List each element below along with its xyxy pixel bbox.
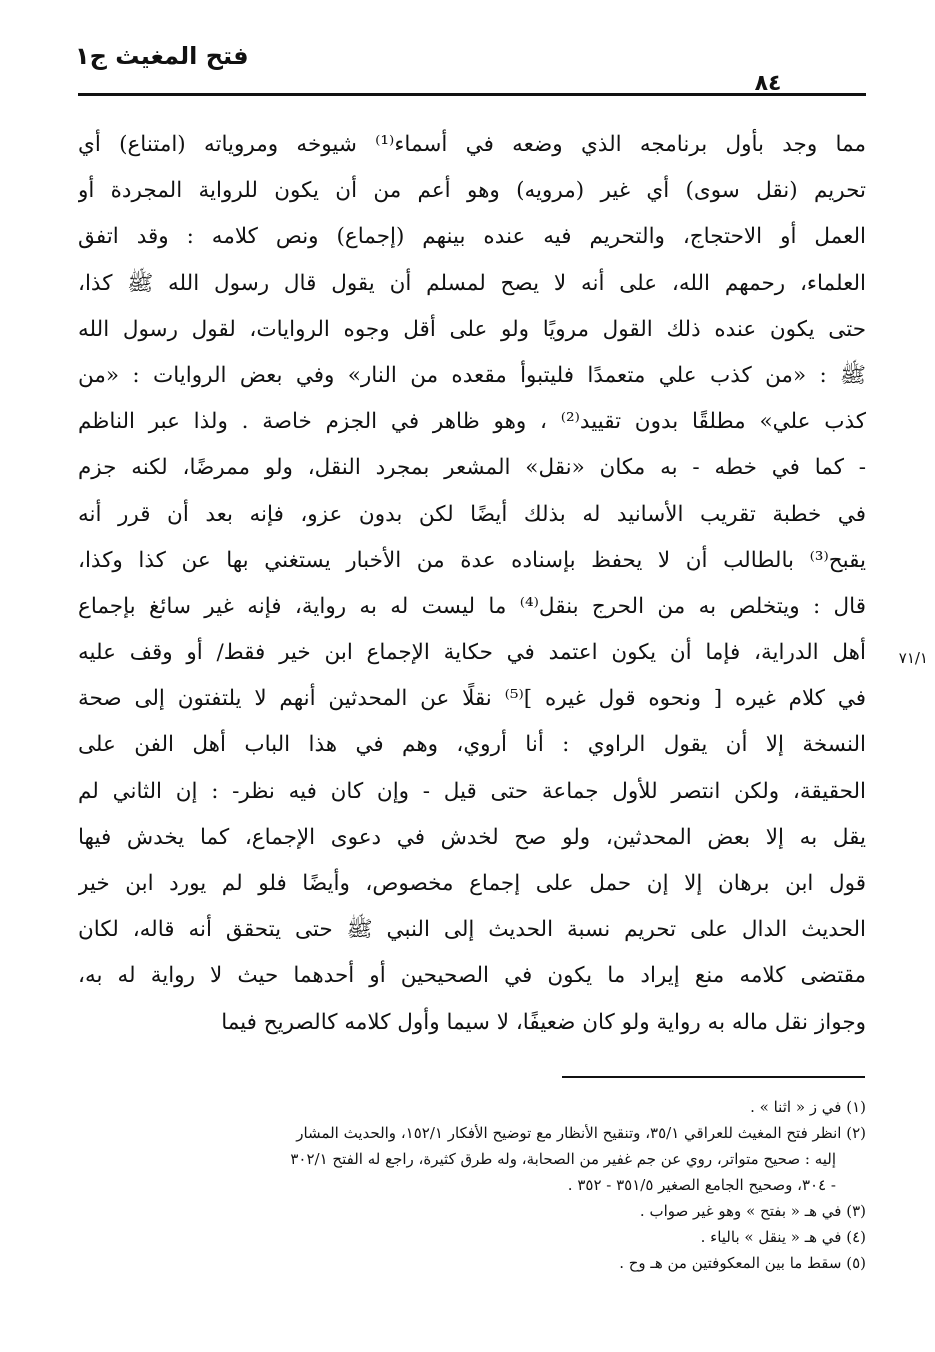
text-line: يقبح⁽³⁾ بالطالب أن لا يحفظ بإسناده عدة من الأخبار يستغني بها عن كذا وكذا، bbox=[78, 547, 866, 573]
footnote: (٣) في هـ « بفتح » وهو غير صواب . bbox=[639, 1202, 866, 1220]
text-line: كذب علي» مطلقًا بدون تقييد⁽²⁾ ، وهو ظاهر في الجزم خاصة . ولذا عبر الناظم bbox=[78, 409, 866, 435]
footnote: (٤) في هـ « ينقل » بالياء . bbox=[700, 1228, 866, 1246]
running-title: فتح المغيث ج١ bbox=[75, 42, 249, 70]
text-line: العلماء، رحمهم الله، على أنه لا يصح لمسلم أن يقول قال رسول الله ﷺ كذا، bbox=[78, 270, 866, 296]
text-line: في كلام غيره [ ونحوه قول غيره ]⁽⁵⁾ نقلًا عن المحدثين أنهم لا يلتفتون إلى صحة bbox=[78, 686, 866, 712]
footnote: (٢) انظر فتح المغيث للعراقي ٣٥/١، وتنقيح الأنظار مع توضيح الأفكار ١٥٢/١، والحديث المشار bbox=[296, 1124, 866, 1142]
text-line: الحقيقة، ولكن انتصر للأول جماعة حتى قيل - وإن كان فيه نظر- : إن الثاني لم bbox=[78, 778, 866, 804]
footnote: (٥) سقط ما بين المعكوفتين من هـ وح . bbox=[619, 1254, 866, 1272]
text-line: في خطبة تقريب الأسانيد له بذلك أيضًا لكن بدون عزو، فإنه بعد أن قرر أنه bbox=[78, 501, 866, 527]
text-line: حتى يكون عنده ذلك القول مرويًا ولو على أقل وجوه الروايات، لقول رسول الله bbox=[78, 316, 866, 342]
text-line: مقتضى كلامه منع إيراد ما يكون في الصحيحين أو أحدهما حيث لا رواية له به، bbox=[78, 963, 866, 989]
text-line: قول ابن برهان إلا إن حمل على إجماع مخصوص، وأيضًا فلو لم يورد ابن خير bbox=[78, 871, 866, 896]
text-line: مما وجد بأول برنامجه الذي وضعه في أسماء⁽¹⁾ شيوخه ومروياته (امتناع) أي bbox=[78, 132, 866, 157]
footnote: (١) في ز « اثنا » . bbox=[750, 1098, 866, 1116]
page-number: ٨٤ bbox=[754, 71, 782, 96]
margin-reference: ٧١/١ bbox=[898, 649, 928, 667]
footnote-rule bbox=[562, 1076, 865, 1078]
footnotes bbox=[78, 1094, 866, 1276]
text-line: يقل به إلا بعض المحدثين، ولو صح لخدش في دعوى الإجماع، كما يخدش فيها bbox=[78, 824, 866, 850]
main-text bbox=[78, 122, 866, 1046]
text-line: وجواز نقل ماله به رواية ولو كان ضعيفًا، لا سيما وأول كلامه كالصريح فيما bbox=[221, 1009, 866, 1035]
footnote-continuation: إليه : صحيح متواتر، روي عن جم غفير من الصحابة، وله طرق كثيرة، راجع له الفتح ٣٠٢/١ bbox=[290, 1150, 836, 1168]
text-line: قال : ويتخلص به من الحرج بنقل⁽⁴⁾ ما ليست له به رواية، فإنه غير سائغ بإجماع bbox=[78, 593, 866, 619]
text-line: تحريم (نقل سوى) أي غير (مرويه) وهو أعم من أن يكون للرواية المجردة أو bbox=[78, 178, 866, 204]
text-line: - كما في خطه - به مكان «نقل» المشعر بمجرد النقل، ولو ممرضًا، لكنه جزم bbox=[78, 455, 866, 481]
footnote-continuation: - ٣٠٤، وصحيح الجامع الصغير ٣٥١/٥ - ٣٥٢ . bbox=[567, 1176, 836, 1194]
text-line: العمل أو الاحتجاج، والتحريم فيه عنده بينهم (إجماع) ونص كلامه : وقد اتفق bbox=[78, 224, 866, 250]
text-line: النسخة إلا أن يقول الراوي : أنا أروي، وهم في هذا الباب أهل الفن على bbox=[78, 732, 866, 758]
text-line: الحديث الدال على تحريم نسبة الحديث إلى النبي ﷺ حتى يتحقق أنه قاله، لكان bbox=[78, 917, 866, 943]
header-rule bbox=[78, 93, 866, 96]
text-line: ﷺ : «من كذب علي متعمدًا فليتبوأ مقعده من النار» وفي بعض الروايات : «من bbox=[78, 362, 866, 388]
text-line: أهل الدراية، فإما أن يكون اعتمد في حكاية الإجماع ابن خير فقط/ أو وقف عليه bbox=[78, 640, 866, 666]
